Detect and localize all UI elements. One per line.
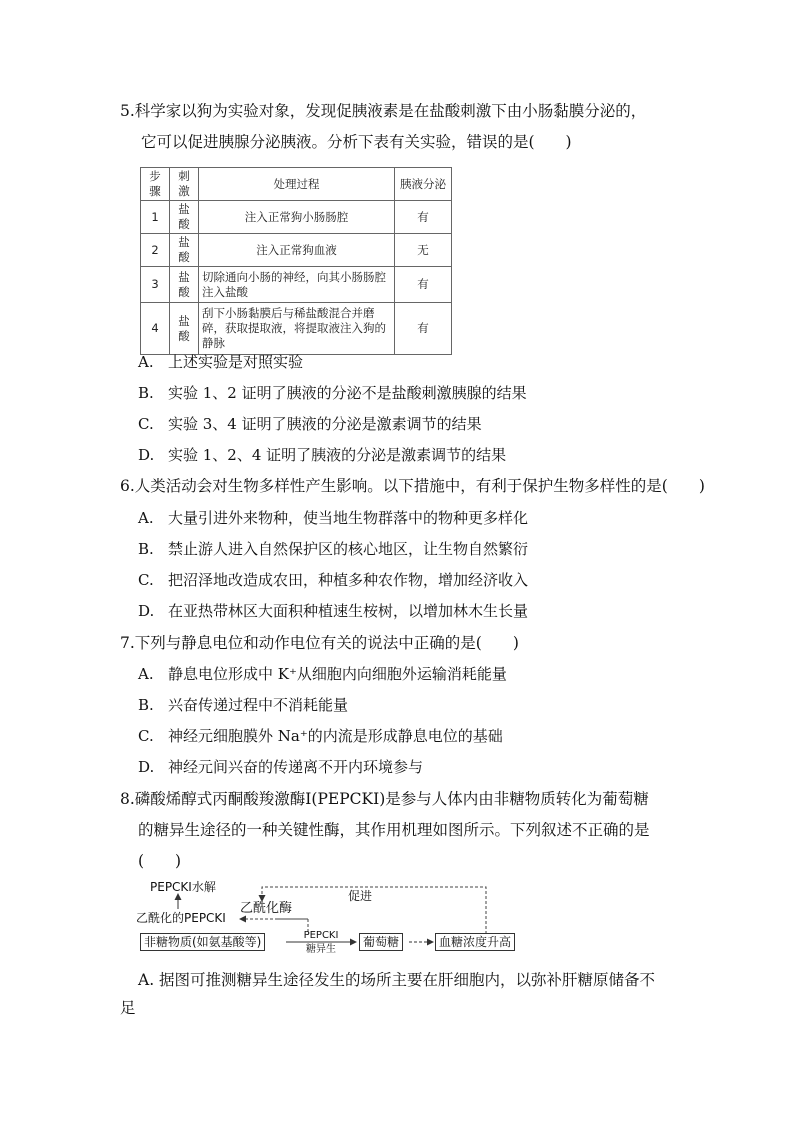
table-cell-stimulus: 盐酸 [170, 201, 199, 234]
option-text: 神经元间兴奋的传递离不开内环境参与 [168, 758, 424, 776]
q8-option-a-line1[interactable]: A. 据图可推测糖异生途径发生的场所主要在肝细胞内，以弥补肝糖原储备不 [138, 971, 656, 989]
option-letter: C. [138, 415, 154, 433]
q5-option-c[interactable] [138, 414, 482, 434]
q5-stem-line2: 它可以促进胰腺分泌胰液。分析下表有关实验，错误的是( ) [141, 133, 572, 151]
option-text: 实验 3、4 证明了胰液的分泌是激素调节的结果 [168, 415, 482, 433]
experiment-table [140, 167, 452, 355]
option-letter: D. [138, 446, 155, 464]
q8-option-a-line2: 足 [120, 999, 136, 1017]
table-cell-secretion: 有 [395, 201, 452, 234]
option-text: 兴奋传递过程中不消耗能量 [168, 696, 349, 714]
option-text: 大量引进外来物种，使当地生物群落中的物种更多样化 [168, 509, 529, 527]
option-letter: B. [138, 384, 154, 402]
q8-stem-line2: 的糖异生途径的一种关键性酶，其作用机理如图所示。下列叙述不正确的是 [138, 821, 650, 839]
option-text: 上述实验是对照实验 [168, 353, 304, 371]
option-letter: B. [138, 540, 154, 558]
box-glucose: 葡萄糖 [359, 933, 403, 951]
table-cell-process: 注入正常狗小肠肠腔 [199, 201, 395, 234]
q7-option-d[interactable] [138, 757, 423, 777]
label-acetylase: 乙酰化酶 [240, 901, 293, 916]
table-cell-step: 3 [141, 267, 170, 303]
option-text: 静息电位形成中 K⁺从细胞内向细胞外运输消耗能量 [168, 665, 507, 683]
table-cell-stimulus: 盐酸 [170, 267, 199, 303]
table-cell-secretion: 有 [395, 267, 452, 303]
q7-option-c[interactable] [138, 726, 503, 746]
option-text: 把沼泽地改造成农田，种植多种农作物，增加经济收入 [168, 571, 529, 589]
q6-option-d[interactable] [138, 601, 528, 621]
q5-option-d[interactable] [138, 445, 506, 465]
option-text: 神经元细胞膜外 Na⁺的内流是形成静息电位的基础 [168, 727, 503, 745]
option-text: 禁止游人进入自然保护区的核心地区，让生物自然繁衍 [168, 540, 529, 558]
q6-option-a[interactable] [138, 508, 528, 528]
q6-option-c[interactable] [138, 570, 528, 590]
option-letter: A. [138, 509, 154, 527]
col-header-step: 步骤 [141, 168, 170, 201]
table-cell-secretion: 无 [395, 234, 452, 267]
q8-stem-line3: ( ) [138, 852, 182, 870]
option-letter: A. [138, 665, 154, 683]
promote-loop-arrow [262, 887, 486, 934]
q5-stem-line1: 5.科学家以狗为实验对象，发现促胰液素是在盐酸刺激下由小肠黏膜分泌的， [120, 102, 647, 120]
table-cell-process: 注入正常狗血液 [199, 234, 395, 267]
table-cell-step: 4 [141, 303, 170, 355]
option-text: 在亚热带林区大面积种植速生桉树，以增加林木生长量 [168, 602, 529, 620]
arrow-label-gluconeogenesis: 糖异生 [306, 944, 336, 955]
option-letter: C. [138, 727, 154, 745]
table-cell-process: 刮下小肠黏膜后与稀盐酸混合并磨碎，获取提取液，将提取液注入狗的静脉 [199, 303, 395, 355]
mechanism-diagram [128, 877, 528, 957]
box-nonsugar: 非糖物质(如氨基酸等) [140, 933, 265, 951]
q8-stem-line1: 8.磷酸烯醇式丙酮酸羧激酶Ⅰ(PEPCKI)是参与人体内由非糖物质转化为葡萄糖 [120, 790, 649, 808]
table-cell-step: 2 [141, 234, 170, 267]
q7-stem: 7.下列与静息电位和动作电位有关的说法中正确的是( ) [120, 634, 519, 652]
table-cell-process: 切除通向小肠的神经，向其小肠肠腔注入盐酸 [199, 267, 395, 303]
option-text: 实验 1、2、4 证明了胰液的分泌是激素调节的结果 [168, 446, 507, 464]
option-letter: B. [138, 696, 154, 714]
option-letter: A. [138, 353, 154, 371]
q5-option-a[interactable] [138, 352, 303, 372]
table-cell-stimulus: 盐酸 [170, 303, 199, 355]
q7-option-b[interactable] [138, 695, 348, 715]
q6-option-b[interactable] [138, 539, 528, 559]
col-header-secretion: 胰液分泌 [395, 168, 452, 201]
box-blood-sugar: 血糖浓度升高 [435, 933, 515, 951]
table-cell-secretion: 有 [395, 303, 452, 355]
q5-option-b[interactable] [138, 383, 527, 403]
option-letter: D. [138, 602, 155, 620]
label-promote: 促进 [348, 889, 373, 903]
table-cell-stimulus: 盐酸 [170, 234, 199, 267]
col-header-process: 处理过程 [199, 168, 395, 201]
option-letter: C. [138, 571, 154, 589]
arrow-label-pepcki: PEPCKI [303, 930, 339, 941]
table-cell-step: 1 [141, 201, 170, 234]
option-text: 实验 1、2 证明了胰液的分泌不是盐酸刺激胰腺的结果 [168, 384, 527, 402]
label-acetylated-pepcki: 乙酰化的PEPCKI [136, 911, 226, 925]
q6-stem: 6.人类活动会对生物多样性产生影响。以下措施中，有利于保护生物多样性的是( ) [120, 477, 705, 495]
label-hydrolysis: PEPCKI水解 [150, 880, 216, 894]
col-header-stimulus: 刺激 [170, 168, 199, 201]
option-letter: D. [138, 758, 155, 776]
q7-option-a[interactable] [138, 664, 507, 684]
